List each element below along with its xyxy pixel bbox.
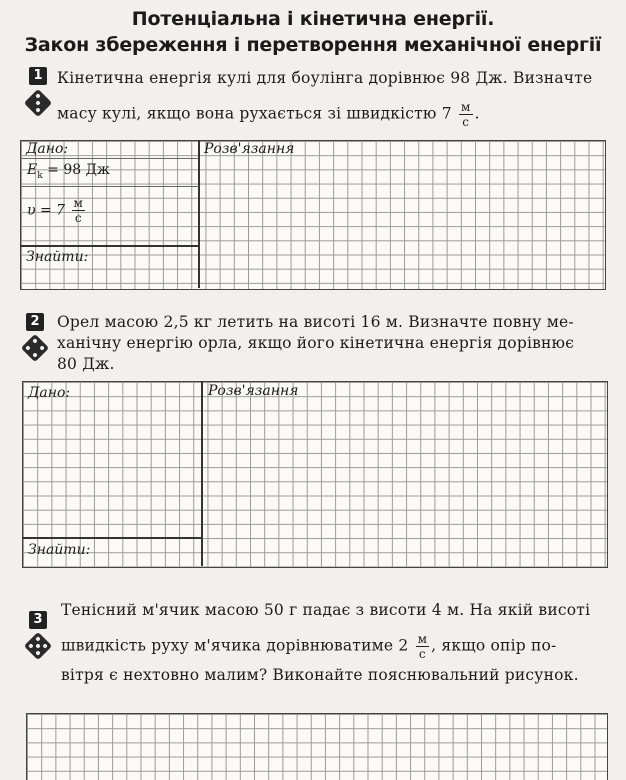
page-subtitle: Закон збереження і перетворення механічної енергії [24,34,602,56]
given-velocity-unit [72,196,85,225]
task-3-answer-grid[interactable] [26,713,608,780]
unit-denominator: с [462,115,470,129]
task-3-unit-fraction [416,632,430,661]
task-2-answer-grid[interactable] [22,381,608,568]
energy-subscript: k [37,170,43,181]
dice-icon [24,89,52,117]
task-1-given-velocity [27,196,87,225]
task-3-text-line-2 [61,632,556,661]
task-2-text-line-2: ханічну енергію орла, якщо його кінетична енергія дорівнює [57,334,575,352]
task-1-text-line-2 [57,100,480,129]
velocity-unit-fraction [459,100,473,129]
dice-icon [21,334,49,362]
page-title: Потенціальна і кінетична енергії. [131,8,495,30]
task-1-given-separator [20,158,199,159]
given-unit-denominator: с [74,211,82,225]
task-3-text-line-1: Тенісний м'ячик масою 50 г падає з висоти 4 м. На якій висоті [61,601,591,619]
task-1-text-line-1: Кінетична енергія кулі для боулінга дорівнює 98 Дж. Визначте [57,69,593,87]
dice-icon [24,632,52,660]
task-1-text-line-2-main: масу кулі, якщо вона рухається зі швидкістю 7 [57,104,452,123]
task-1-divider-horizontal [20,245,199,247]
task-3-text-line-2-main: швидкість руху м'ячика дорівнюватиме 2 [61,636,409,655]
task-3-unit-denominator: с [418,647,426,661]
task-1-given-separator-2 [20,186,199,187]
energy-value: = 98 Дж [47,162,110,178]
velocity-value: υ = 7 [27,202,66,219]
task-3-text-line-2-end: , якщо опір по- [431,636,557,655]
task-3-number: 3 [29,611,47,629]
task-3-text-line-3: вітря є нехтовно малим? Виконайте пояснювальний рисунок. [61,666,579,684]
task-1-divider-vertical [198,140,200,288]
task-2-text-line-1: Орел масою 2,5 кг летить на висоті 16 м. Визначте повну ме- [57,313,574,331]
task-1-number: 1 [29,67,47,85]
task-1-solution-label: Розв'язання [204,141,295,157]
task-3-unit-numerator: м [417,632,428,646]
task-2-given-label: Дано: [28,385,71,401]
task-2-divider-horizontal [22,537,202,539]
unit-numerator: м [460,100,471,114]
task-1-given-label: Дано: [26,141,69,157]
given-unit-numerator: м [73,196,83,210]
task-1-given-energy [27,162,110,181]
task-2-text-line-3: 80 Дж. [57,355,115,373]
task-2-find-label: Знайти: [28,542,91,558]
task-1-find-label: Знайти: [26,249,89,265]
energy-symbol: E [27,162,38,178]
task-2-solution-label: Розв'язання [208,383,299,399]
task-2-number: 2 [26,313,44,331]
task-1-line-end: . [474,104,480,123]
